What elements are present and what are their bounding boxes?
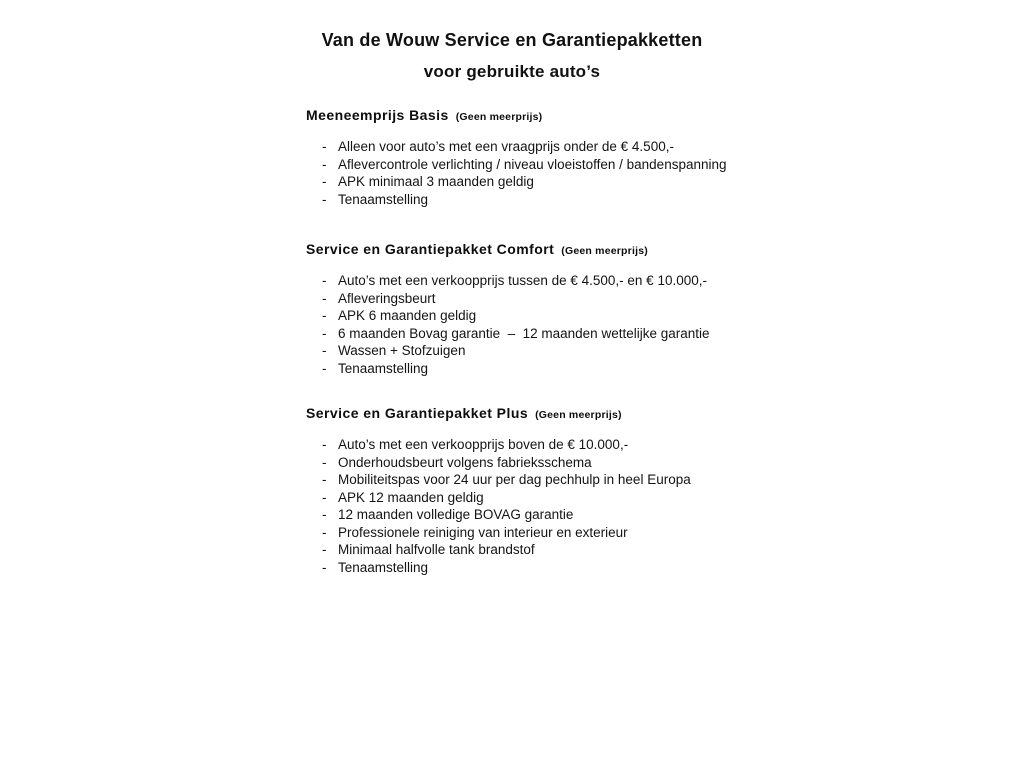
list-item [322,541,736,559]
section-note: (Geen meerprijs) [455,111,543,123]
document-title-line1: Van de Wouw Service en Garantiepakketten [321,30,703,50]
list-item [322,138,736,156]
section-heading [306,404,736,424]
section-note: (Geen meerprijs) [535,409,622,421]
bullet-dash: - [322,156,327,172]
list-item-text: Tenaamstelling [338,559,429,575]
list-item-text: 6 maanden Bovag garantie – 12 maanden wettelijke garantie [338,325,710,341]
bullet-dash: - [322,472,327,487]
section-heading-text: Meeneemprijs Basis [306,107,449,123]
bullet-dash: - [322,489,327,505]
list-item-text: 12 maanden volledige BOVAG garantie [338,507,574,522]
list-item-text: Aflevercontrole verlichting / niveau vloeistoffen / bandenspanning [338,156,727,172]
bullet-dash: - [322,454,327,470]
bullet-dash: - [322,343,327,358]
list-item-text: Onderhoudsbeurt volgens fabrieksschema [338,454,592,470]
bullet-dash: - [322,191,327,207]
list-item [322,489,736,507]
bullet-dash: - [322,174,327,189]
list-item-text: APK 12 maanden geldig [338,489,484,505]
bullet-dash: - [322,360,327,376]
bullet-dash: - [322,325,327,341]
section-meeneemprijs-basis [306,106,736,208]
bullet-dash: - [322,542,327,557]
list-item-text: Alleen voor auto’s met een vraagprijs onder de € 4.500,- [338,139,674,154]
list-item [322,471,736,489]
list-item [322,360,736,378]
list-item [322,191,736,209]
list-item-text: APK 6 maanden geldig [338,308,477,323]
list-item [322,436,736,454]
list-item-text: Auto’s met een verkoopprijs tussen de € 4.500,- en € 10.000,- [338,273,707,288]
bullet-dash: - [322,308,327,323]
list-item-text: Professionele reiniging van interieur en exterieur [338,524,628,540]
section-note: (Geen meerprijs) [561,245,648,257]
list-item [322,342,736,360]
partner-logos-row [0,612,1024,732]
list-item [322,156,736,174]
list-item [322,559,736,577]
list-item-text: Auto’s met een verkoopprijs boven de € 10.000,- [338,437,629,452]
document-title [0,30,1024,82]
list-item [322,325,736,343]
list-item [322,506,736,524]
bullet-list [306,436,736,576]
section-garantiepakket-comfort [306,240,736,377]
bullet-dash: - [322,290,327,306]
list-item-text: Wassen + Stofzuigen [338,343,466,358]
list-item-text: Tenaamstelling [338,191,429,207]
list-item [322,307,736,325]
list-item [322,272,736,290]
bullet-dash: - [322,507,327,522]
bullet-dash: - [322,524,327,540]
list-item-text: Tenaamstelling [338,360,429,376]
list-item-text: Minimaal halfvolle tank brandstof [338,542,535,557]
list-item [322,173,736,191]
bullet-dash: - [322,139,327,154]
list-item-text: APK minimaal 3 maanden geldig [338,174,534,189]
section-heading [306,106,736,126]
bullet-dash: - [322,437,327,452]
list-item-text: Mobiliteitspas voor 24 uur per dag pechhulp in heel Europa [338,472,691,487]
section-heading [306,240,736,260]
list-item [322,290,736,308]
section-heading-text: Service en Garantiepakket Plus [306,405,529,421]
bullet-list [306,138,736,208]
document-title-line2: voor gebruikte auto’s [423,62,601,81]
bullet-dash: - [322,273,327,288]
list-item-text: Afleveringsbeurt [338,290,436,306]
list-item [322,524,736,542]
bullet-list [306,272,736,377]
section-garantiepakket-plus [306,404,736,576]
bullet-dash: - [322,559,327,575]
list-item [322,454,736,472]
section-heading-text: Service en Garantiepakket Comfort [306,241,555,257]
